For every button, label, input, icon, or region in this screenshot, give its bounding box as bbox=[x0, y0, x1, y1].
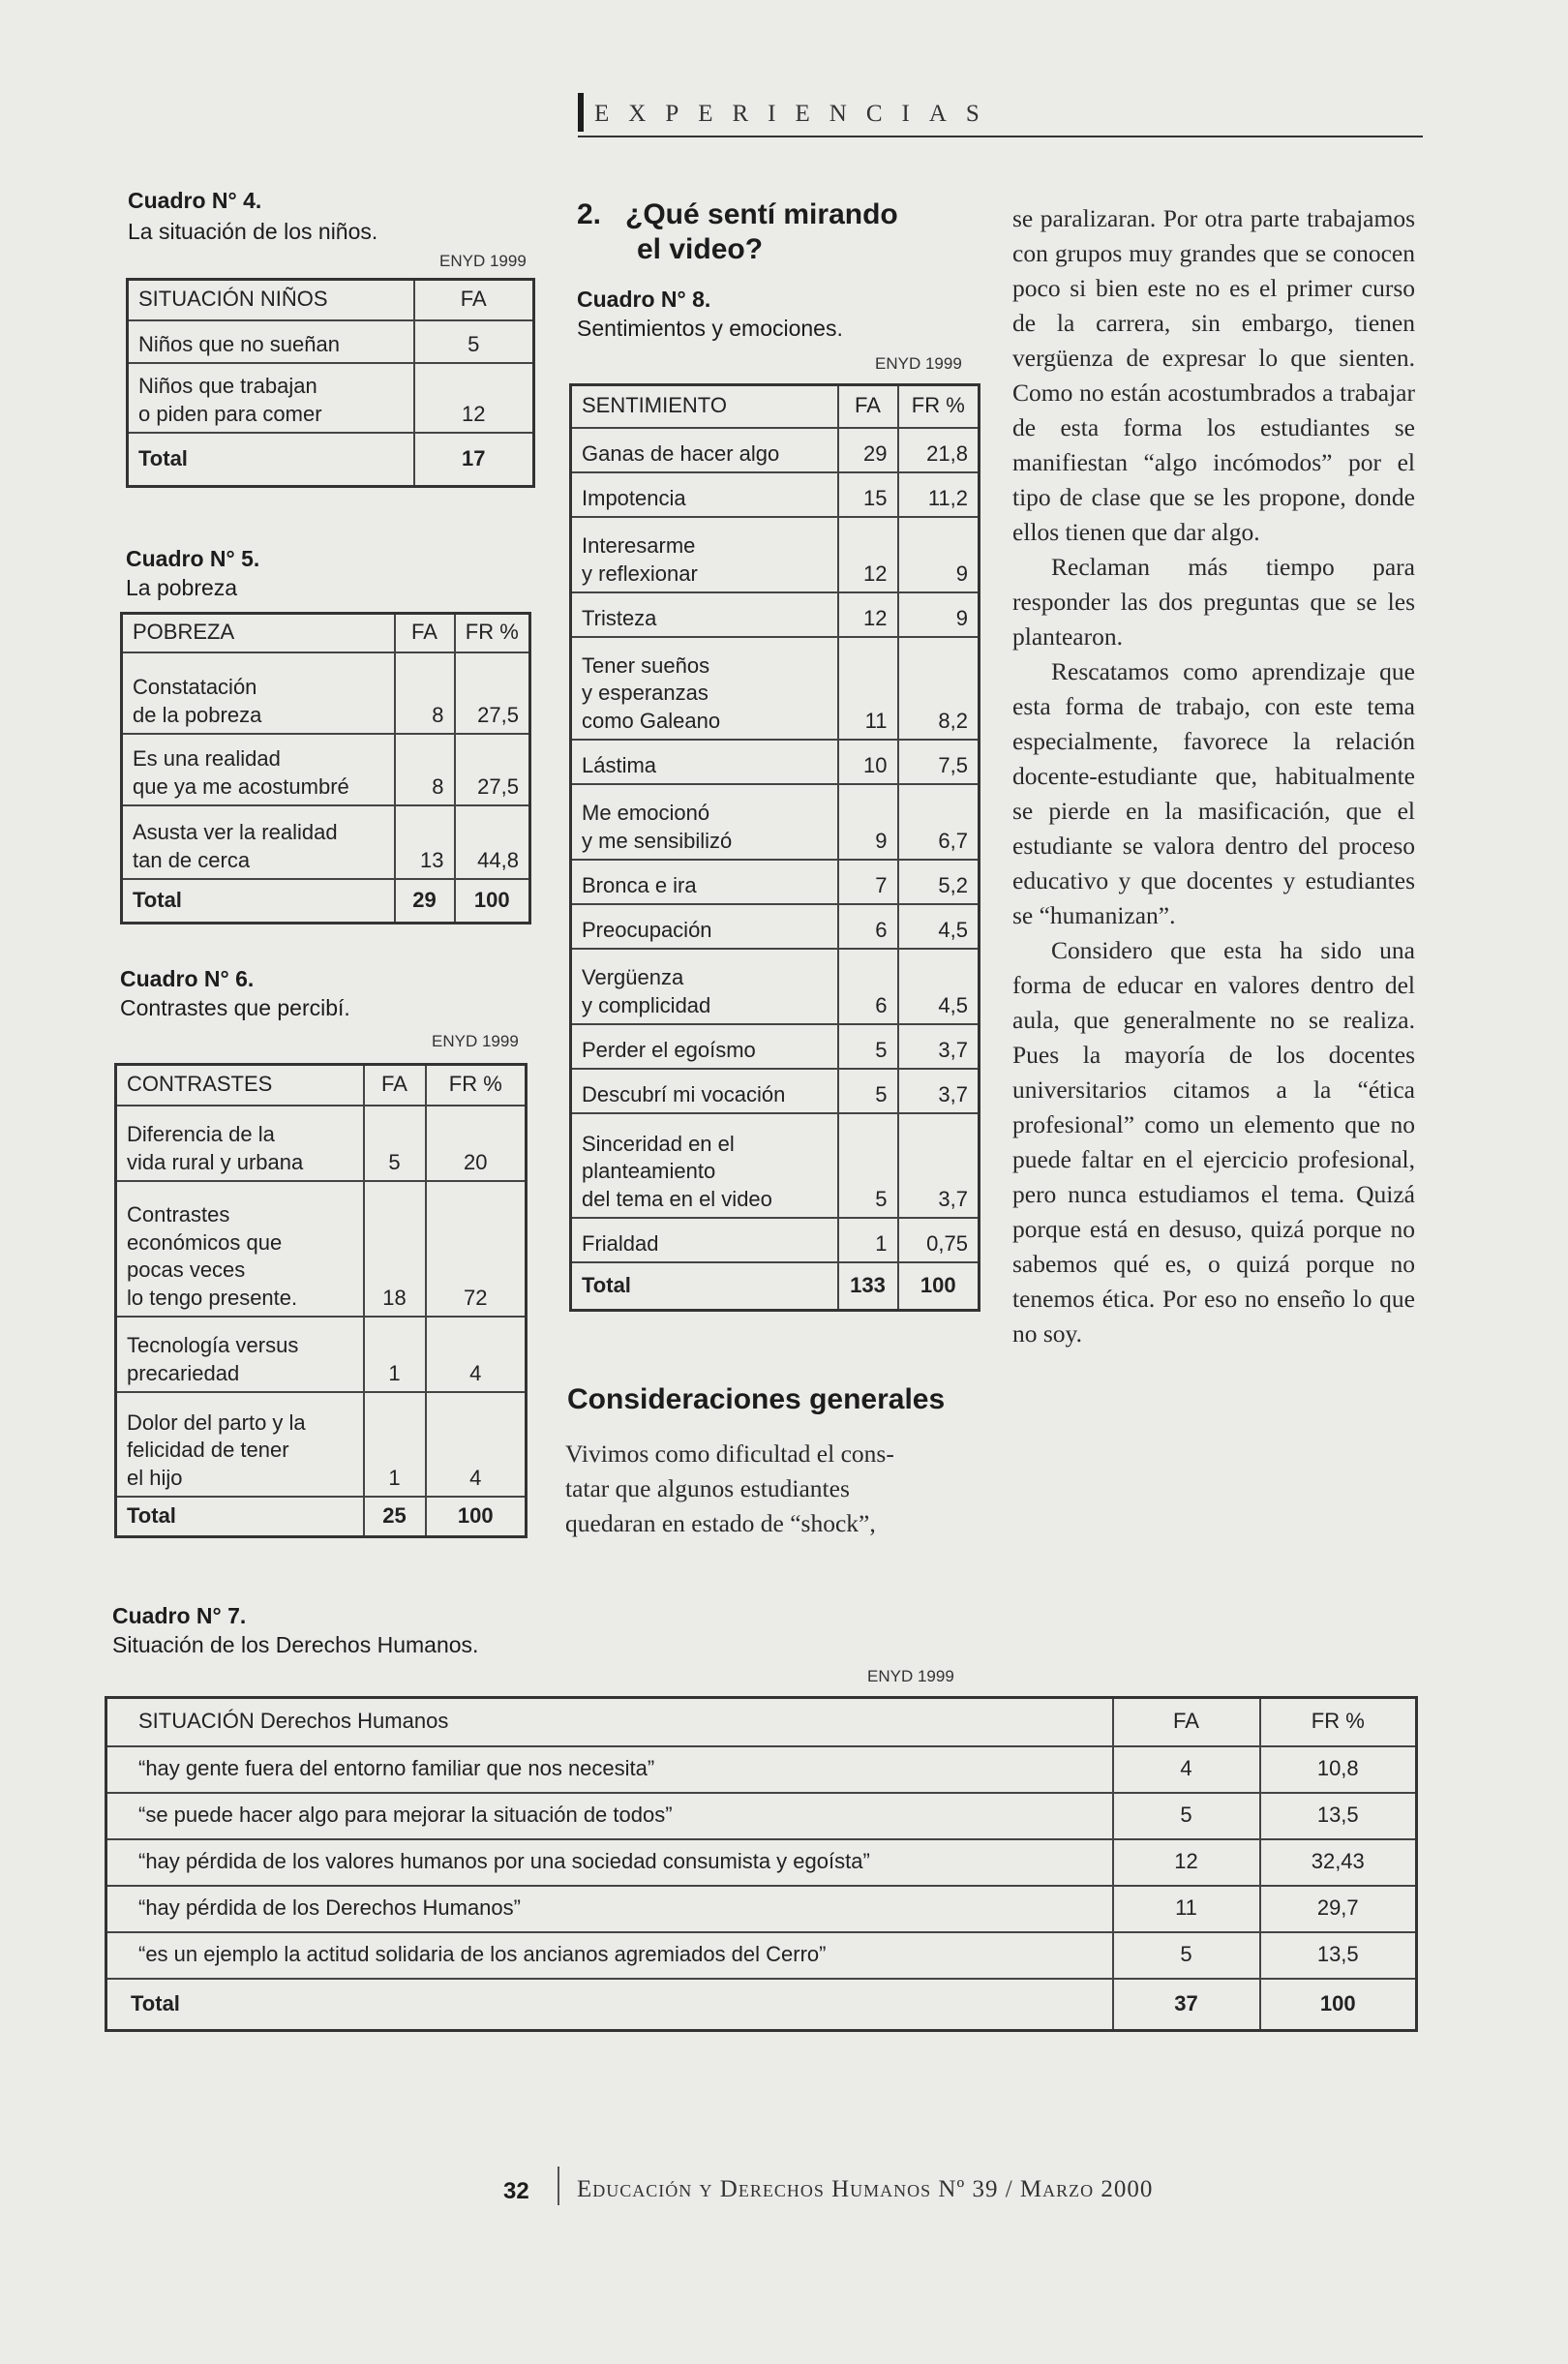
cuadro8-title: Cuadro N° 8. bbox=[577, 287, 711, 312]
table-row bbox=[106, 1839, 1417, 1886]
fa-cell: 11 bbox=[1113, 1886, 1260, 1932]
table-row bbox=[571, 1113, 980, 1218]
row-label-line: Vergüenza bbox=[582, 965, 684, 990]
table-row bbox=[116, 1317, 527, 1392]
row-label: Impotencia bbox=[571, 472, 838, 517]
row-label-line: del tema en el video bbox=[582, 1186, 772, 1211]
row-label-line: Dolor del parto y la bbox=[127, 1409, 306, 1435]
row-label-line: como Galeano bbox=[582, 708, 721, 733]
paragraph: Rescatamos como aprendizaje que esta forma de trabajo, con este tema especialmente, favorece la relación docente-estudiante que, habitualmente se pierde en la masificación, que el estudiante se valora dentro del proceso educativo y que docentes y estudiantes se “humanizan”. bbox=[1012, 657, 1415, 929]
consideraciones-title: Consideraciones generales bbox=[567, 1383, 946, 1415]
section2-title-line: el video? bbox=[637, 233, 764, 265]
total-label: Total bbox=[122, 879, 395, 924]
table-header-row bbox=[122, 614, 530, 652]
fr-cell: 72 bbox=[426, 1181, 527, 1317]
total-row bbox=[571, 1262, 980, 1311]
cuadro8-table bbox=[569, 383, 980, 1312]
table-row bbox=[106, 1793, 1417, 1839]
cuadro4-subtitle: La situación de los niños. bbox=[128, 219, 378, 244]
cuadro6-subtitle: Contrastes que percibí. bbox=[120, 995, 350, 1020]
fa-cell: 5 bbox=[1113, 1793, 1260, 1839]
fr-cell: 10,8 bbox=[1260, 1746, 1417, 1793]
fa-cell: 12 bbox=[1113, 1839, 1260, 1886]
row-label: Preocupación bbox=[571, 904, 838, 949]
fr-cell: 20 bbox=[426, 1106, 527, 1181]
total-label: Total bbox=[106, 1979, 1113, 2031]
fr-cell: 6,7 bbox=[898, 784, 980, 860]
row-label bbox=[116, 1106, 364, 1181]
total-label: Total bbox=[116, 1497, 364, 1537]
table-row bbox=[116, 1181, 527, 1317]
fa-cell: 18 bbox=[364, 1181, 426, 1317]
row-label-line: vida rural y urbana bbox=[127, 1149, 304, 1174]
row-label: “hay gente fuera del entorno familiar que nos necesita” bbox=[106, 1746, 1113, 1793]
section2-title bbox=[577, 197, 898, 267]
fa-cell: 29 bbox=[838, 428, 898, 472]
col-header: POBREZA bbox=[122, 614, 395, 652]
table-row bbox=[571, 637, 980, 740]
table-row bbox=[571, 517, 980, 592]
total-fa: 29 bbox=[395, 879, 455, 924]
col-header: FR % bbox=[426, 1065, 527, 1106]
fa-cell: 12 bbox=[838, 592, 898, 637]
col-header: SITUACIÓN Derechos Humanos bbox=[106, 1698, 1113, 1746]
table-header-row bbox=[116, 1065, 527, 1106]
row-label-line: planteamiento bbox=[582, 1159, 716, 1184]
fr-cell: 21,8 bbox=[898, 428, 980, 472]
total-fr: 100 bbox=[455, 879, 530, 924]
fr-cell: 0,75 bbox=[898, 1218, 980, 1262]
fr-cell: 13,5 bbox=[1260, 1932, 1417, 1979]
row-label bbox=[128, 363, 414, 433]
row-label bbox=[571, 637, 838, 740]
fr-cell: 3,7 bbox=[898, 1113, 980, 1218]
paragraph: Considero que esta ha sido una forma de educar en valores dentro del aula, que generalmente no se realiza. Pues la mayoría de los docentes universitarios citamos a la “ética profesional” como un elemento que no puede faltar en el ejercicio profesional, pero nunca estudiamos el tema. Quizá porque está en desuso, quizá porque no sabemos qué es, o quizá porque no tenemos ética. Por eso no enseño lo que no soy. bbox=[1012, 936, 1415, 1348]
fa-cell: 1 bbox=[364, 1392, 426, 1497]
row-label-line: Sinceridad en el bbox=[582, 1131, 735, 1156]
section2-title-line: 2. ¿Qué sentí mirando bbox=[577, 198, 898, 230]
row-label bbox=[571, 784, 838, 860]
fa-cell: 12 bbox=[414, 363, 534, 433]
cuadro4-source: ENYD 1999 bbox=[439, 252, 527, 270]
fa-cell: 5 bbox=[364, 1106, 426, 1181]
fa-cell: 8 bbox=[395, 652, 455, 734]
fr-cell: 4,5 bbox=[898, 904, 980, 949]
fa-cell: 6 bbox=[838, 904, 898, 949]
header-rule bbox=[578, 136, 1423, 137]
section-header: EXPERIENCIAS bbox=[594, 101, 999, 127]
fa-cell: 10 bbox=[838, 740, 898, 784]
row-label-line: precariedad bbox=[127, 1360, 240, 1385]
total-fr: 100 bbox=[1260, 1979, 1417, 2031]
table-row bbox=[571, 592, 980, 637]
row-label-line: económicos que bbox=[127, 1229, 283, 1255]
row-label-line: o piden para comer bbox=[138, 401, 322, 426]
fr-cell: 5,2 bbox=[898, 860, 980, 904]
fr-cell: 27,5 bbox=[455, 734, 530, 805]
table-row bbox=[116, 1392, 527, 1497]
table-row bbox=[106, 1932, 1417, 1979]
fr-cell: 3,7 bbox=[898, 1069, 980, 1113]
fa-cell: 7 bbox=[838, 860, 898, 904]
row-label-line: y reflexionar bbox=[582, 561, 698, 586]
table-row bbox=[571, 1069, 980, 1113]
cuadro7-source: ENYD 1999 bbox=[867, 1667, 954, 1685]
table-row bbox=[116, 1106, 527, 1181]
fr-cell: 4 bbox=[426, 1392, 527, 1497]
row-label-line: que ya me acostumbré bbox=[133, 773, 349, 799]
fr-cell: 4,5 bbox=[898, 949, 980, 1024]
cuadro6-title: Cuadro N° 6. bbox=[120, 966, 255, 991]
cuadro5-subtitle: La pobreza bbox=[126, 575, 238, 600]
cuadro7-title: Cuadro N° 7. bbox=[112, 1603, 247, 1628]
footer-divider bbox=[558, 2167, 559, 2205]
footer-publication: Educación y Derechos Humanos Nº 39 / Marzo 2000 bbox=[577, 2176, 1154, 2202]
col-header: CONTRASTES bbox=[116, 1065, 364, 1106]
col-header: FA bbox=[364, 1065, 426, 1106]
row-label: Niños que no sueñan bbox=[128, 320, 414, 363]
table-header-row bbox=[128, 280, 534, 320]
fa-cell: 5 bbox=[838, 1024, 898, 1069]
cuadro7-subtitle: Situación de los Derechos Humanos. bbox=[112, 1632, 479, 1657]
text-line: Vivimos como dificultad el cons- bbox=[565, 1440, 894, 1468]
table-row bbox=[571, 904, 980, 949]
fr-cell: 29,7 bbox=[1260, 1886, 1417, 1932]
total-fa: 37 bbox=[1113, 1979, 1260, 2031]
table-row bbox=[571, 740, 980, 784]
table-row bbox=[571, 1024, 980, 1069]
row-label-line: Diferencia de la bbox=[127, 1122, 275, 1147]
fr-cell: 9 bbox=[898, 517, 980, 592]
fr-cell: 4 bbox=[426, 1317, 527, 1392]
table-row bbox=[571, 784, 980, 860]
col-header: FA bbox=[838, 385, 898, 428]
total-fa: 17 bbox=[414, 433, 534, 487]
table-header-row bbox=[106, 1698, 1417, 1746]
fr-cell: 8,2 bbox=[898, 637, 980, 740]
fr-cell: 7,5 bbox=[898, 740, 980, 784]
total-row bbox=[128, 433, 534, 487]
row-label-line: Tener sueños bbox=[582, 652, 710, 678]
cuadro6-table bbox=[114, 1063, 528, 1538]
cuadro7-table bbox=[105, 1696, 1418, 2032]
row-label: “es un ejemplo la actitud solidaria de los ancianos agremiados del Cerro” bbox=[106, 1932, 1113, 1979]
text-line: quedaran en estado de “shock”, bbox=[565, 1509, 876, 1537]
table-row bbox=[106, 1746, 1417, 1793]
row-label: Lástima bbox=[571, 740, 838, 784]
row-label-line: Es una realidad bbox=[133, 746, 281, 772]
table-row bbox=[571, 860, 980, 904]
table-row bbox=[128, 363, 534, 433]
fa-cell: 5 bbox=[838, 1069, 898, 1113]
col-header: FR % bbox=[455, 614, 530, 652]
col-header: SENTIMIENTO bbox=[571, 385, 838, 428]
row-label-line: Contrastes bbox=[127, 1202, 230, 1227]
total-label: Total bbox=[128, 433, 414, 487]
table-row bbox=[122, 652, 530, 734]
table-row bbox=[106, 1886, 1417, 1932]
row-label-line: tan de cerca bbox=[133, 847, 251, 872]
row-label: “hay pérdida de los Derechos Humanos” bbox=[106, 1886, 1113, 1932]
cuadro4-title: Cuadro N° 4. bbox=[128, 188, 262, 213]
row-label-line: de la pobreza bbox=[133, 702, 262, 727]
col-header: FA bbox=[1113, 1698, 1260, 1746]
table-row bbox=[122, 805, 530, 879]
fr-cell: 27,5 bbox=[455, 652, 530, 734]
total-fr: 100 bbox=[898, 1262, 980, 1311]
row-label: Frialdad bbox=[571, 1218, 838, 1262]
fa-cell: 4 bbox=[1113, 1746, 1260, 1793]
row-label-line: Constatación bbox=[133, 675, 257, 700]
row-label bbox=[571, 1113, 838, 1218]
row-label bbox=[122, 805, 395, 879]
total-fr: 100 bbox=[426, 1497, 527, 1537]
row-label-line: el hijo bbox=[127, 1465, 183, 1490]
fa-cell: 8 bbox=[395, 734, 455, 805]
row-label-line: Asusta ver la realidad bbox=[133, 820, 338, 845]
total-row bbox=[122, 879, 530, 924]
fr-cell: 3,7 bbox=[898, 1024, 980, 1069]
fa-cell: 13 bbox=[395, 805, 455, 879]
fa-cell: 9 bbox=[838, 784, 898, 860]
table-row bbox=[571, 428, 980, 472]
row-label: Bronca e ira bbox=[571, 860, 838, 904]
col-header: FR % bbox=[898, 385, 980, 428]
row-label-line: y complicidad bbox=[582, 992, 711, 1017]
header-bar bbox=[578, 93, 584, 132]
total-fa: 25 bbox=[364, 1497, 426, 1537]
fr-cell: 44,8 bbox=[455, 805, 530, 879]
total-row bbox=[106, 1979, 1417, 2031]
cuadro5-table bbox=[120, 612, 531, 924]
table-row bbox=[122, 734, 530, 805]
row-label: Perder el egoísmo bbox=[571, 1024, 838, 1069]
row-label-line: Me emocionó bbox=[582, 801, 710, 826]
fa-cell: 15 bbox=[838, 472, 898, 517]
total-fa: 133 bbox=[838, 1262, 898, 1311]
cuadro4-table bbox=[126, 278, 535, 488]
row-label-line: y me sensibilizó bbox=[582, 828, 733, 853]
fa-cell: 5 bbox=[414, 320, 534, 363]
row-label: “hay pérdida de los valores humanos por una sociedad consumista y egoísta” bbox=[106, 1839, 1113, 1886]
row-label-line: pocas veces bbox=[127, 1258, 246, 1283]
cuadro8-source: ENYD 1999 bbox=[875, 354, 962, 373]
table-header-row bbox=[571, 385, 980, 428]
col-header: FR % bbox=[1260, 1698, 1417, 1746]
text-line: tatar que algunos estudiantes bbox=[565, 1474, 850, 1502]
paragraph: Reclaman más tiempo para responder las dos preguntas que se les plantearon. bbox=[1012, 553, 1415, 651]
row-label: “se puede hacer algo para mejorar la situación de todos” bbox=[106, 1793, 1113, 1839]
row-label bbox=[116, 1317, 364, 1392]
fa-cell: 5 bbox=[1113, 1932, 1260, 1979]
fa-cell: 1 bbox=[838, 1218, 898, 1262]
fr-cell: 9 bbox=[898, 592, 980, 637]
row-label-line: felicidad de tener bbox=[127, 1438, 289, 1463]
cuadro5-title: Cuadro N° 5. bbox=[126, 546, 260, 571]
row-label-line: Tecnología versus bbox=[127, 1333, 299, 1358]
row-label: Descubrí mi vocación bbox=[571, 1069, 838, 1113]
col-header: SITUACIÓN NIÑOS bbox=[128, 280, 414, 320]
cuadro6-source: ENYD 1999 bbox=[432, 1032, 519, 1050]
row-label bbox=[122, 734, 395, 805]
row-label: Ganas de hacer algo bbox=[571, 428, 838, 472]
table-row bbox=[571, 1218, 980, 1262]
fr-cell: 11,2 bbox=[898, 472, 980, 517]
total-row bbox=[116, 1497, 527, 1537]
row-label: Tristeza bbox=[571, 592, 838, 637]
fr-cell: 13,5 bbox=[1260, 1793, 1417, 1839]
fa-cell: 6 bbox=[838, 949, 898, 1024]
table-row bbox=[128, 320, 534, 363]
total-label: Total bbox=[571, 1262, 838, 1311]
row-label bbox=[122, 652, 395, 734]
col-header: FA bbox=[414, 280, 534, 320]
fa-cell: 12 bbox=[838, 517, 898, 592]
table-row bbox=[571, 949, 980, 1024]
fr-cell: 32,43 bbox=[1260, 1839, 1417, 1886]
row-label bbox=[116, 1392, 364, 1497]
right-column-text bbox=[1012, 201, 1415, 1351]
paragraph: se paralizaran. Por otra parte trabajamos con grupos muy grandes que se conocen poco si bien este no es el primer curso de la carrera, sin embargo, tienen vergüenza de expresar lo que sienten. Como no están acostumbrados a trabajar de esta forma los estudiantes se manifiestan “algo incómodos” por el tipo de clase que se les propone, donde ellos tienen que dar algo. bbox=[1012, 204, 1415, 546]
row-label bbox=[571, 517, 838, 592]
fa-cell: 5 bbox=[838, 1113, 898, 1218]
fa-cell: 1 bbox=[364, 1317, 426, 1392]
row-label bbox=[571, 949, 838, 1024]
row-label-line: Niños que trabajan bbox=[138, 374, 317, 399]
table-row bbox=[571, 472, 980, 517]
col-header: FA bbox=[395, 614, 455, 652]
row-label-line: Interesarme bbox=[582, 533, 696, 559]
fa-cell: 11 bbox=[838, 637, 898, 740]
consideraciones-text bbox=[565, 1437, 972, 1541]
cuadro8-subtitle: Sentimientos y emociones. bbox=[577, 316, 843, 341]
row-label bbox=[116, 1181, 364, 1317]
row-label-line: y esperanzas bbox=[582, 681, 709, 706]
page-number: 32 bbox=[503, 2178, 529, 2204]
row-label-line: lo tengo presente. bbox=[127, 1285, 298, 1310]
